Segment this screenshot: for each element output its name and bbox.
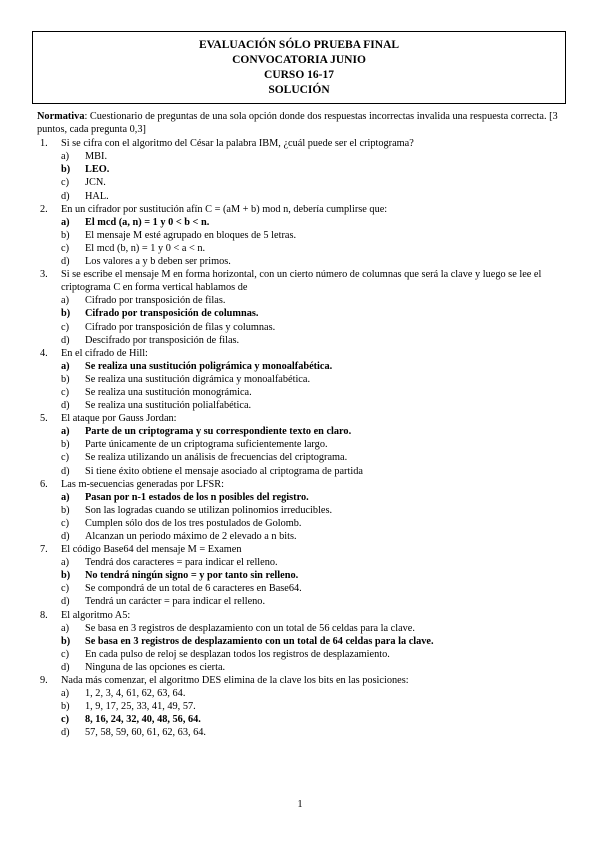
option-text: LEO. — [85, 164, 110, 176]
option-c — [61, 451, 565, 464]
normativa-label: Normativa — [37, 111, 85, 122]
option-list — [61, 425, 565, 477]
option-d — [61, 595, 565, 608]
option-letter: a) — [61, 151, 69, 163]
option-letter: b) — [61, 635, 71, 647]
option-d — [61, 465, 565, 478]
question-number: 4. — [40, 347, 48, 359]
option-letter: b) — [61, 570, 71, 582]
option-d — [61, 726, 565, 739]
option-text: Ninguna de las opciones es cierta. — [85, 661, 226, 673]
question-8 — [37, 609, 565, 674]
option-c — [61, 648, 565, 661]
question-1 — [37, 137, 565, 202]
option-text: Cifrado por transposición de columnas. — [85, 308, 259, 320]
question-number: 8. — [40, 609, 48, 621]
option-text: Se realiza utilizando un análisis de frecuencias del criptograma. — [85, 452, 348, 464]
question-6 — [37, 478, 565, 543]
option-letter: b) — [61, 373, 70, 385]
question-3 — [37, 268, 565, 347]
question-text: El ataque por Gauss Jordan: — [61, 413, 177, 425]
option-text: El mcd (b, n) = 1 y 0 < a < n. — [85, 242, 206, 254]
option-letter: c) — [61, 517, 69, 529]
option-letter: c) — [61, 242, 69, 254]
option-a — [61, 294, 565, 307]
question-text: Si se escribe el mensaje M en forma horizontal, con un cierto número de columnas que será la clave y luego se lee el criptograma C en forma vertical hablamos de — [61, 269, 542, 294]
option-letter: d) — [61, 661, 70, 673]
question-number: 3. — [40, 269, 48, 281]
exam-header-box — [32, 31, 566, 104]
exam-year: CURSO 16-17 — [264, 68, 334, 81]
question-text: Las m-secuencias generadas por LFSR: — [61, 478, 224, 490]
option-list — [61, 294, 565, 346]
option-c — [61, 517, 565, 530]
option-text: Se basa en 3 registros de desplazamiento con un total de 56 celdas para la clave. — [85, 622, 415, 634]
option-text: Pasan por n-1 estados de los n posibles del registro. — [85, 491, 309, 503]
question-number: 2. — [40, 203, 48, 215]
option-b-correct — [61, 635, 565, 648]
option-letter: d) — [61, 727, 70, 739]
option-b — [61, 373, 565, 386]
option-d — [61, 399, 565, 412]
question-number: 9. — [40, 675, 48, 687]
question-7 — [37, 543, 565, 608]
option-c — [61, 582, 565, 595]
option-list — [61, 622, 565, 674]
question-text: El algoritmo A5: — [61, 609, 131, 621]
exam-solution-label: SOLUCIÓN — [268, 83, 330, 96]
option-letter: a) — [61, 216, 70, 228]
option-letter: b) — [61, 701, 70, 713]
question-text: En el cifrado de Hill: — [61, 347, 148, 359]
option-b — [61, 700, 565, 713]
option-letter: b) — [61, 308, 71, 320]
option-c — [61, 386, 565, 399]
option-letter: c) — [61, 583, 69, 595]
question-text: En un cifrador por sustitución afín C = (aM + b) mod n, debería cumplirse que: — [61, 203, 388, 215]
option-list — [61, 216, 565, 268]
option-text: HAL. — [85, 190, 109, 202]
option-c — [61, 242, 565, 255]
question-text: Nada más comenzar, el algoritmo DES elimina de la clave los bits en las posiciones: — [61, 675, 409, 687]
option-a-correct — [61, 360, 565, 373]
question-list — [37, 137, 565, 739]
option-text: Se realiza una sustitución digrámica y monoalfabética. — [85, 373, 311, 385]
option-text: El mensaje M esté agrupado en bloques de 5 letras. — [85, 229, 297, 241]
option-d — [61, 334, 565, 347]
option-text: Cumplen sólo dos de los tres postulados de Golomb. — [85, 517, 302, 529]
option-letter: a) — [61, 491, 70, 503]
option-text: Los valores a y b deben ser primos. — [85, 256, 231, 268]
question-9 — [37, 674, 565, 739]
option-c — [61, 321, 565, 334]
option-text: 8, 16, 24, 32, 40, 48, 56, 64. — [85, 714, 201, 726]
question-number: 6. — [40, 478, 48, 490]
option-d — [61, 530, 565, 543]
option-letter: c) — [61, 452, 69, 464]
option-a — [61, 622, 565, 635]
option-list — [61, 491, 565, 543]
exam-title: EVALUACIÓN SÓLO PRUEBA FINAL — [198, 38, 400, 51]
option-letter: a) — [61, 622, 69, 634]
option-text: JCN. — [85, 177, 106, 189]
option-text: 57, 58, 59, 60, 61, 62, 63, 64. — [85, 727, 206, 739]
option-text: Se realiza una sustitución monográmica. — [85, 386, 252, 398]
option-text: Se realiza una sustitución polialfabética. — [85, 400, 252, 412]
option-text: Alcanzan un periodo máximo de 2 elevado a n bits. — [85, 531, 297, 542]
option-letter: c) — [61, 714, 69, 726]
question-5 — [37, 412, 565, 477]
option-text: Descifrado por transposición de filas. — [85, 334, 240, 346]
option-text: Tendrá dos caracteres = para indicar el relleno. — [85, 557, 278, 569]
option-a — [61, 150, 565, 163]
option-letter: b) — [61, 229, 70, 241]
option-letter: b) — [61, 164, 71, 176]
option-text: El mcd (a, n) = 1 y 0 < b < n. — [85, 216, 210, 228]
option-letter: c) — [61, 321, 69, 333]
option-a-correct — [61, 216, 565, 229]
option-list — [61, 360, 565, 412]
option-d — [61, 661, 565, 674]
option-b — [61, 229, 565, 242]
option-letter: a) — [61, 360, 70, 372]
option-b — [61, 504, 565, 517]
option-letter: a) — [61, 295, 69, 307]
option-letter: d) — [61, 531, 70, 542]
option-d — [61, 190, 565, 203]
option-text: Se realiza una sustitución poligrámica y monoalfabética. — [85, 360, 333, 372]
option-letter: d) — [61, 465, 70, 477]
option-text: 1, 2, 3, 4, 61, 62, 63, 64. — [85, 688, 186, 700]
option-text: Parte únicamente de un criptograma suficientemente largo. — [85, 439, 328, 451]
option-text: Se basa en 3 registros de desplazamiento con un total de 64 celdas para la clave. — [85, 635, 434, 647]
option-letter: d) — [61, 400, 70, 412]
option-letter: d) — [61, 256, 70, 268]
option-list — [61, 556, 565, 608]
question-text: El código Base64 del mensaje M = Examen — [61, 544, 242, 556]
option-letter: d) — [61, 596, 70, 608]
option-letter: c) — [61, 386, 69, 398]
option-list — [61, 687, 565, 739]
option-letter: b) — [61, 439, 70, 451]
option-text: No tendrá ningún signo = y por tanto sin relleno. — [85, 570, 299, 582]
option-letter: b) — [61, 504, 70, 516]
option-text: Cifrado por transposición de filas y columnas. — [85, 321, 276, 333]
option-a — [61, 556, 565, 569]
option-text: Tendrá un carácter = para indicar el relleno. — [85, 596, 266, 608]
option-text: 1, 9, 17, 25, 33, 41, 49, 57. — [85, 701, 196, 713]
option-b-correct — [61, 307, 565, 320]
exam-session: CONVOCATORIA JUNIO — [232, 53, 366, 66]
option-text: Si tiene éxito obtiene el mensaje asociado al criptograma de partida — [85, 465, 363, 477]
option-text: Se compondrá de un total de 6 caracteres en Base64. — [85, 583, 302, 595]
question-text: Si se cifra con el algoritmo del César la palabra IBM, ¿cuál puede ser el criptograma? — [61, 138, 414, 150]
normativa-text: : Cuestionario de preguntas de una sola opción donde dos respuestas incorrectas invalida una respuesta correcta. [3 puntos, cada pregunta 0,3] — [37, 111, 558, 136]
normativa-paragraph — [37, 110, 565, 136]
option-text: MBI. — [85, 151, 108, 163]
question-4 — [37, 347, 565, 412]
option-list — [61, 150, 565, 202]
question-number: 1. — [40, 138, 48, 150]
option-letter: d) — [61, 190, 70, 202]
option-letter: a) — [61, 426, 70, 438]
option-text: Parte de un criptograma y su correspondiente texto en claro. — [85, 426, 352, 438]
exam-content — [37, 110, 565, 740]
option-letter: a) — [61, 557, 69, 569]
option-d — [61, 255, 565, 268]
option-letter: a) — [61, 688, 69, 700]
page-number: 1 — [297, 799, 303, 810]
question-number: 7. — [40, 544, 48, 556]
option-text: Son las logradas cuando se utilizan polinomios irreducibles. — [85, 504, 333, 516]
option-letter: c) — [61, 177, 69, 189]
option-a — [61, 687, 565, 700]
option-letter: d) — [61, 334, 70, 346]
option-c-correct — [61, 713, 565, 726]
option-text: En cada pulso de reloj se desplazan todos los registros de desplazamiento. — [85, 648, 390, 660]
option-letter: c) — [61, 648, 69, 660]
option-b — [61, 438, 565, 451]
option-text: Cifrado por transposición de filas. — [85, 295, 226, 307]
option-a-correct — [61, 425, 565, 438]
question-number: 5. — [40, 413, 48, 425]
option-c — [61, 176, 565, 189]
question-2 — [37, 203, 565, 268]
option-b-correct — [61, 569, 565, 582]
option-b-correct — [61, 163, 565, 176]
option-a-correct — [61, 491, 565, 504]
